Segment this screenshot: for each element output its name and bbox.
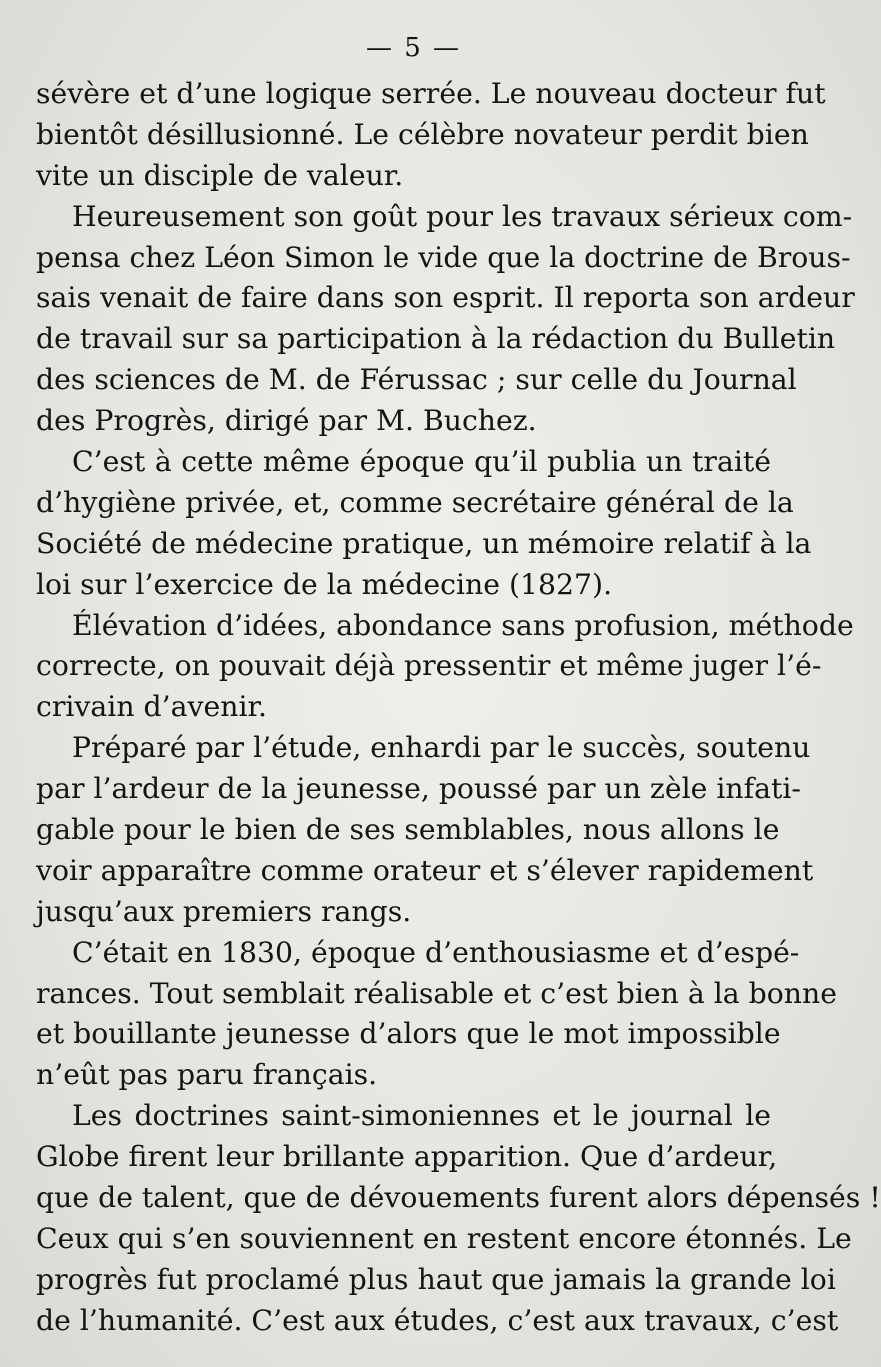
- text-line: des sciences de M. de Férussac ; sur celle du Journal: [36, 363, 797, 397]
- text-line: que de talent, que de dévouements furent alors dépensés !: [36, 1181, 881, 1215]
- text-line: C’était en 1830, époque d’enthousiasme et d’espé-: [72, 935, 800, 969]
- body-text: [36, 74, 881, 1342]
- text-line: progrès fut proclamé plus haut que jamais la grande loi: [36, 1262, 836, 1296]
- text-line: loi sur l’exercice de la médecine (1827).: [36, 567, 613, 601]
- text-line: sévère et d’une logique serrée. Le nouveau docteur fut: [36, 77, 826, 110]
- text-line: Globe firent leur brillante apparition. Que d’ardeur,: [36, 1140, 778, 1174]
- text-line: bientôt désillusionné. Le célèbre novateur perdit bien: [36, 117, 809, 151]
- text-line: d’hygiène privée, et, comme secrétaire général de la: [36, 485, 794, 519]
- text-line: par l’ardeur de la jeunesse, poussé par un zèle infati-: [36, 772, 801, 806]
- text-line: C’est à cette même époque qu’il publia un traité: [72, 445, 771, 479]
- text-line: vite un disciple de valeur.: [36, 158, 404, 192]
- text-line: rances. Tout semblait réalisable et c’est bien à la bonne: [36, 976, 837, 1010]
- text-line: pensa chez Léon Simon le vide que la doctrine de Brous-: [36, 240, 851, 274]
- text-line: Préparé par l’étude, enhardi par le succès, soutenu: [72, 731, 811, 765]
- text-line: sais venait de faire dans son esprit. Il reporta son ardeur: [36, 281, 855, 315]
- text-line: de l’humanité. C’est aux études, c’est aux travaux, c’est: [36, 1303, 839, 1337]
- text-line: n’eût pas paru français.: [36, 1058, 378, 1092]
- page-number: — 5 —: [365, 33, 462, 63]
- text-line: Heureusement son goût pour les travaux sérieux com-: [72, 199, 853, 233]
- text-line: Ceux qui s’en souviennent en restent encore étonnés. Le: [36, 1221, 852, 1255]
- text-line: et bouillante jeunesse d’alors que le mot impossible: [36, 1017, 781, 1051]
- text-line: Élévation d’idées, abondance sans profusion, méthode: [72, 608, 854, 642]
- text-line: Les doctrines saint-simoniennes et le journal le: [72, 1099, 771, 1133]
- text-line: de travail sur sa participation à la rédaction du Bulletin: [36, 322, 836, 356]
- text-line: gable pour le bien de ses semblables, nous allons le: [36, 813, 780, 847]
- book-page: [36, 30, 881, 1342]
- text-line: jusqu’aux premiers rangs.: [36, 894, 412, 928]
- text-line: voir apparaître comme orateur et s’élever rapidement: [36, 853, 814, 887]
- text-line: Société de médecine pratique, un mémoire relatif à la: [36, 526, 812, 560]
- text-line: correcte, on pouvait déjà pressentir et même juger l’é-: [36, 649, 822, 683]
- text-line: des Progrès, dirigé par M. Buchez.: [36, 404, 537, 438]
- text-line: crivain d’avenir.: [36, 690, 267, 724]
